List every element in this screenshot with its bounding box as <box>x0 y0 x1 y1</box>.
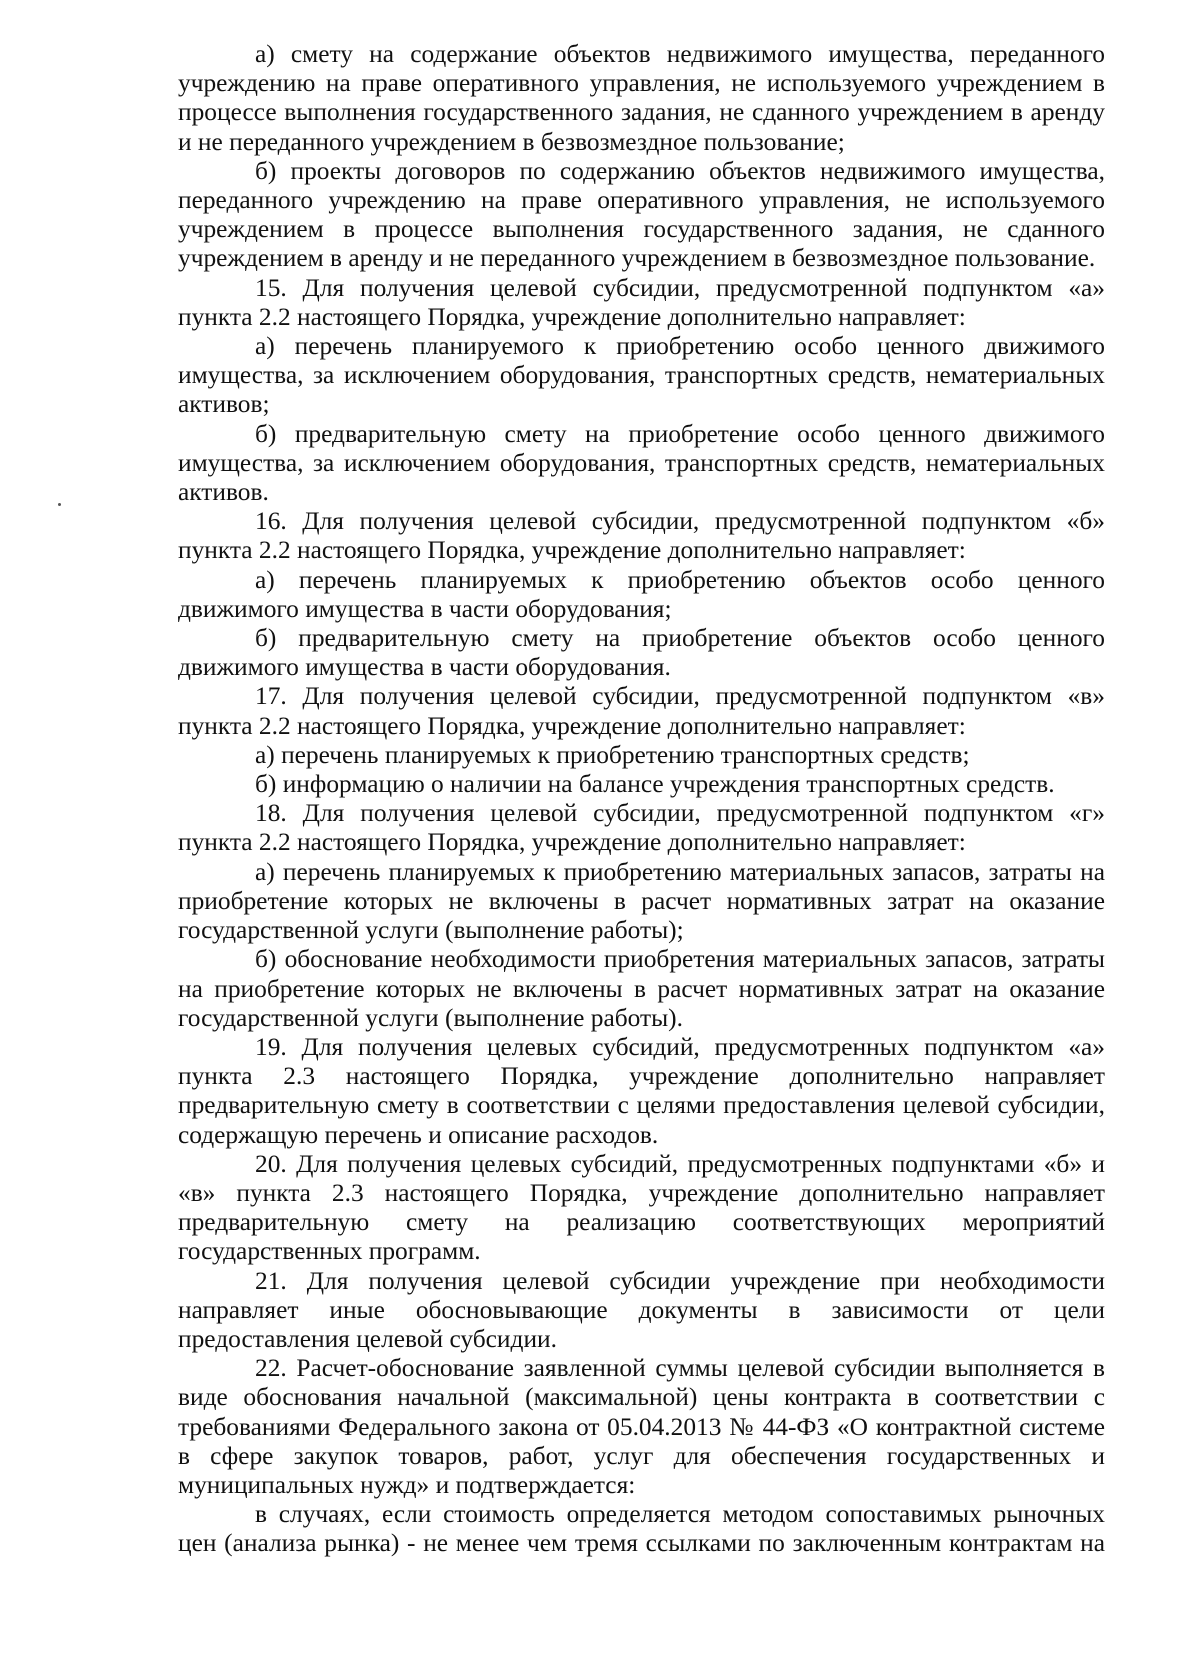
paragraph-16: 16. Для получения целевой субсидии, предусмотренной подпунктом «б» пункта 2.2 настоящего Порядка, учреждение дополнительно направляет: <box>178 507 1105 565</box>
paragraph-14a: а) смету на содержание объектов недвижимого имущества, переданного учреждению на праве оперативного управления, не используемого учреждением в процессе выполнения государственного задания, не сданного учреждением в аренду и не переданного учреждением в безвозмездное пользование; <box>178 40 1105 156</box>
paragraph-18b: б) обоснование необходимости приобретения материальных запасов, затраты на приобретение которых не включены в расчет нормативных затрат на оказание государственной услуги (выполнение работы). <box>178 945 1105 1032</box>
paragraph-14b: б) проекты договоров по содержанию объектов недвижимого имущества, переданного учреждению на праве оперативного управления, не используемого учреждением в процессе выполнения государственного задания, не сданного учреждением в аренду и не переданного учреждением в безвозмездное пользование. <box>178 156 1105 273</box>
paragraph-20: 20. Для получения целевых субсидий, предусмотренных подпунктами «б» и «в» пункта 2.3 настоящего Порядка, учреждение дополнительно направляет предварительную смету на реализацию соответствующих мероприятий государственных программ. <box>178 1149 1105 1266</box>
paragraph-21: 21. Для получения целевой субсидии учреждение при необходимости направляет иные обосновывающие документы в зависимости от цели предоставления целевой субсидии. <box>178 1266 1105 1353</box>
paragraph-16a: а) перечень планируемых к приобретению объектов особо ценного движимого имущества в части оборудования; <box>178 565 1105 623</box>
document-page <box>178 40 1105 1559</box>
paragraph-18: 18. Для получения целевой субсидии, предусмотренной подпунктом «г» пункта 2.2 настоящего Порядка, учреждение дополнительно направляет: <box>178 799 1105 857</box>
paragraph-22: 22. Расчет-обоснование заявленной суммы целевой субсидии выполняется в виде обоснования начальной (максимальной) цены контракта в соответствии с требованиями Федерального закона от 05.04.2013 № 44-ФЗ «О контрактной системе в сфере закупок товаров, работ, услуг для обеспечения государственных и муниципальных нужд» и подтверждается: <box>178 1354 1105 1499</box>
paragraph-17: 17. Для получения целевой субсидии, предусмотренной подпунктом «в» пункта 2.2 настоящего Порядка, учреждение дополнительно направляет: <box>178 682 1105 740</box>
paragraph-15: 15. Для получения целевой субсидии, предусмотренной подпунктом «а» пункта 2.2 настоящего Порядка, учреждение дополнительно направляет: <box>178 273 1105 331</box>
paragraph-19: 19. Для получения целевых субсидий, предусмотренных подпунктом «а» пункта 2.3 настоящего Порядка, учреждение дополнительно направляет предварительную смету в соответствии с целями предоставления целевой субсидии, содержащую перечень и описание расходов. <box>178 1032 1105 1149</box>
paragraph-22-cases: в случаях, если стоимость определяется методом сопоставимых рыночных цен (анализа рынка) - не менее чем тремя ссылками по заключенным контрактам на <box>178 1500 1105 1558</box>
paragraph-16b: б) предварительную смету на приобретение объектов особо ценного движимого имущества в части оборудования. <box>178 624 1105 682</box>
paragraph-17a: а) перечень планируемых к приобретению транспортных средств; <box>255 740 970 769</box>
paragraph-18a: а) перечень планируемых к приобретению материальных запасов, затраты на приобретение которых не включены в расчет нормативных затрат на оказание государственной услуги (выполнение работы); <box>178 857 1105 945</box>
paragraph-15b: б) предварительную смету на приобретение особо ценного движимого имущества, за исключением оборудования, транспортных средств, нематериальных активов. <box>178 419 1105 507</box>
paragraph-17b: б) информацию о наличии на балансе учреждения транспортных средств. <box>255 770 1055 799</box>
scan-speck <box>58 503 61 506</box>
paragraph-15a: а) перечень планируемого к приобретению особо ценного движимого имущества, за исключением оборудования, транспортных средств, нематериальных активов; <box>178 332 1105 419</box>
